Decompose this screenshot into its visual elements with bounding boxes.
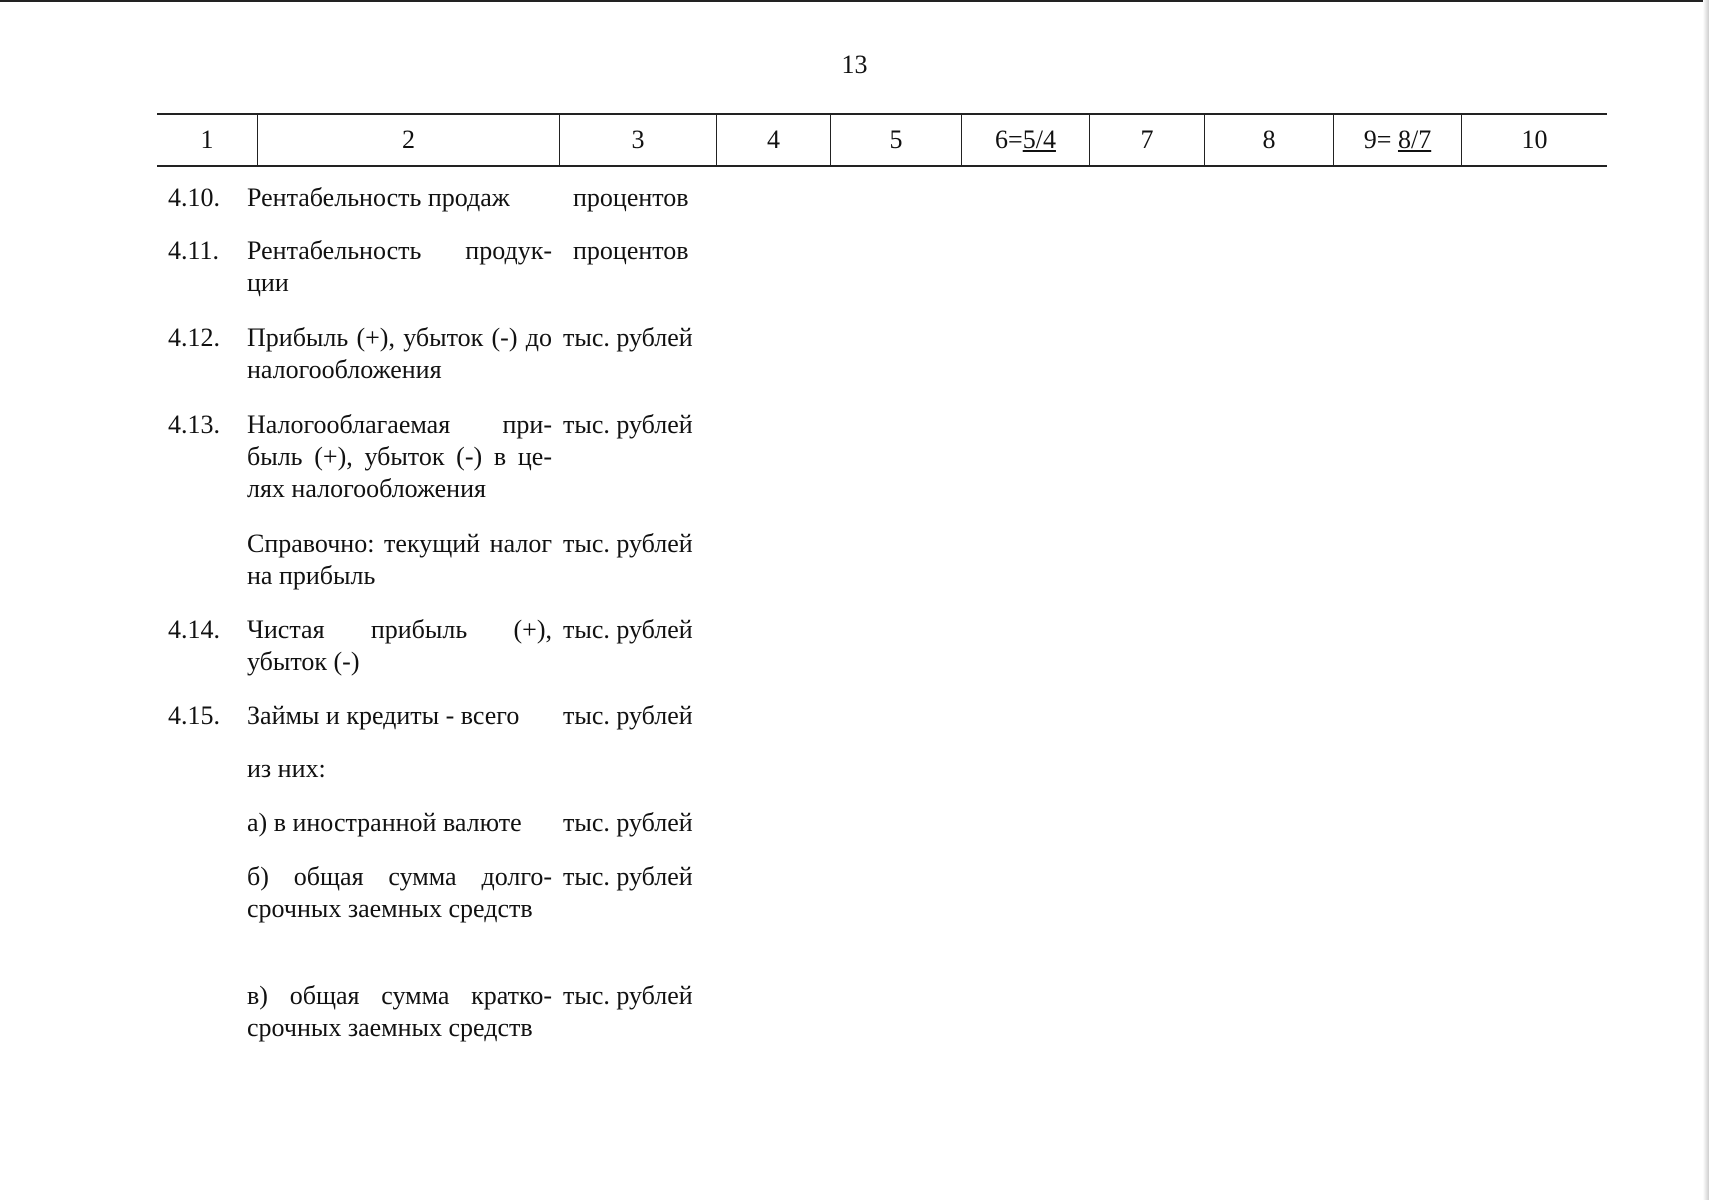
page-number: 13 [841,50,868,79]
header-col-6-prefix: 6= [995,125,1023,154]
header-col-2: 2 [258,115,560,165]
header-col-3: 3 [560,115,717,165]
row-number: 4.10. [168,183,220,212]
row-indicator-name: Справочно: текущий налог на прибыль [247,529,552,590]
row-indicator-name: б) общая сумма долго-срочных заемных средств [247,862,552,923]
row-unit: тыс. рублей [563,615,693,644]
row-indicator-name: а) в иностранной валюте [247,808,522,837]
row-indicator-name: Чистая прибыль (+), убыток (-) [247,615,552,676]
header-col-5: 5 [831,115,962,165]
row-number: 4.15. [168,701,220,730]
row-indicator-name: Рентабельность продаж [247,183,510,212]
row-unit: тыс. рублей [563,808,693,837]
header-col-8: 8 [1205,115,1334,165]
header-col-7: 7 [1090,115,1205,165]
header-col-9-formula: 8/7 [1397,125,1432,154]
header-col-1: 1 [157,115,258,165]
row-unit: процентов [573,236,689,265]
row-unit: тыс. рублей [563,323,693,352]
row-indicator-name: Налогооблагаемая при-быль (+), убыток (-) в це-лях налогообложения [247,410,552,503]
row-indicator-name: Прибыль (+), убыток (-) до налогообложения [247,323,552,384]
row-indicator-name: Рентабельность продук-ции [247,236,552,297]
row-unit: тыс. рублей [563,981,693,1010]
row-unit: процентов [573,183,689,212]
header-col-4: 4 [717,115,831,165]
row-indicator-name: из них: [247,754,326,783]
row-indicator-name: в) общая сумма кратко-срочных заемных средств [247,981,552,1042]
row-unit: тыс. рублей [563,701,693,730]
header-col-6-formula: 5/4 [1022,125,1056,154]
row-unit: тыс. рублей [563,862,693,891]
row-number: 4.13. [168,410,220,439]
row-indicator-name: Займы и кредиты - всего [247,701,520,730]
row-number: 4.12. [168,323,220,352]
row-number: 4.11. [168,236,220,265]
row-number: 4.14. [168,615,220,644]
header-col-9-prefix: 9= [1363,125,1398,154]
header-col-10: 10 [1521,125,1548,154]
row-unit: тыс. рублей [563,410,693,439]
row-unit: тыс. рублей [563,529,693,558]
